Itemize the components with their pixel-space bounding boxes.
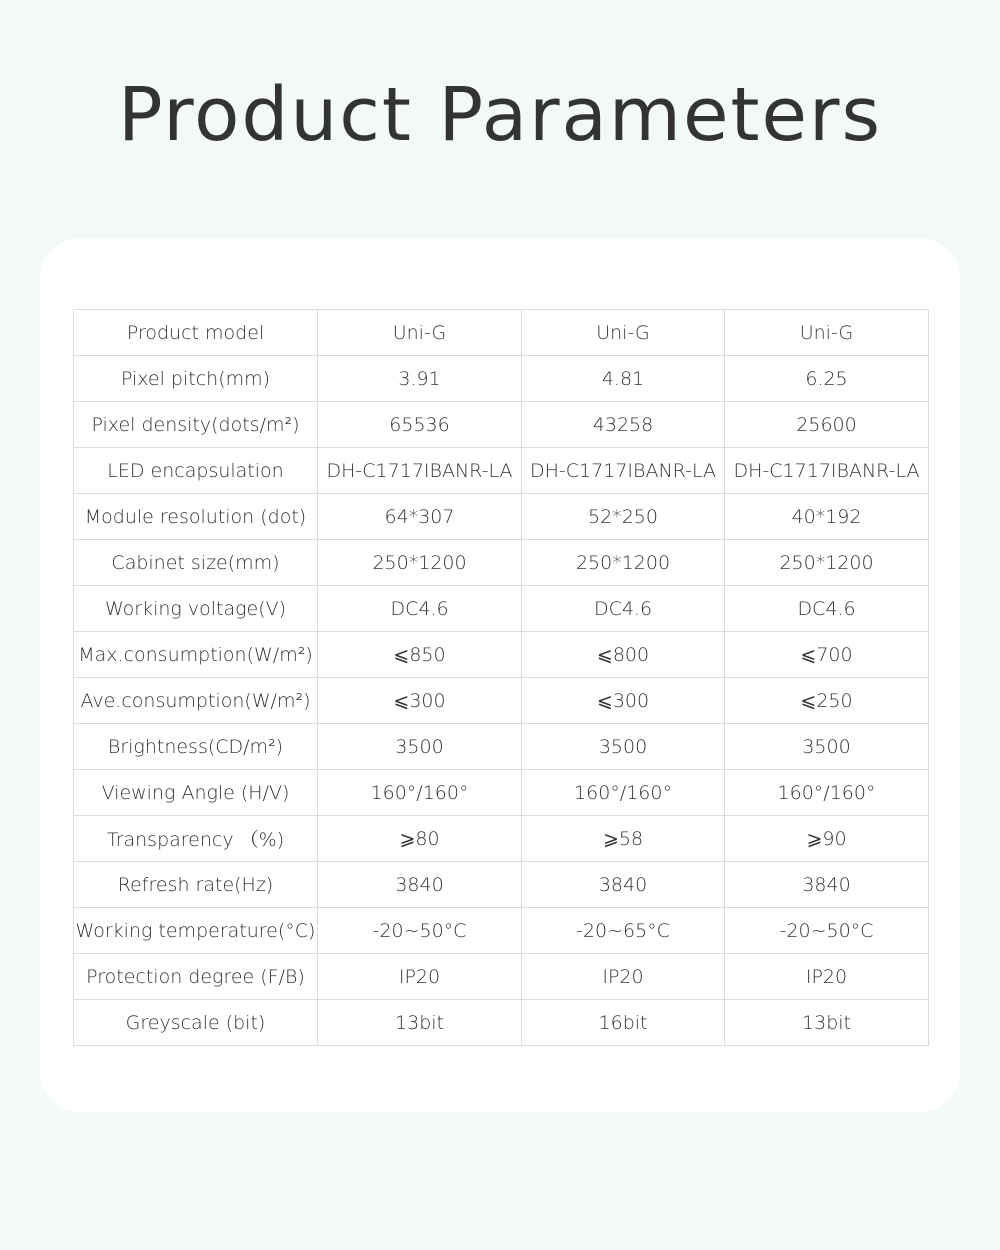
parameters-table xyxy=(73,309,929,1046)
parameter-value: DC4.6 xyxy=(725,586,929,632)
parameter-value: 3500 xyxy=(725,724,929,770)
parameter-value: Uni-G xyxy=(318,310,522,356)
parameter-value: 3500 xyxy=(522,724,725,770)
table-row xyxy=(74,816,929,862)
parameter-value: ⩽300 xyxy=(318,678,522,724)
table-row xyxy=(74,724,929,770)
parameter-value: ⩾58 xyxy=(522,816,725,862)
parameter-label: Max.consumption(W/m²) xyxy=(74,632,318,678)
parameter-value: 16bit xyxy=(522,1000,725,1046)
parameter-label: Refresh rate(Hz) xyxy=(74,862,318,908)
parameter-value: 160°/160° xyxy=(725,770,929,816)
table-row xyxy=(74,586,929,632)
parameter-value: DH-C1717IBANR-LA xyxy=(725,448,929,494)
parameter-value: DH-C1717IBANR-LA xyxy=(522,448,725,494)
parameter-label: Transparency （%) xyxy=(74,816,318,862)
table-row xyxy=(74,908,929,954)
parameter-label: Brightness(CD/m²) xyxy=(74,724,318,770)
parameter-value: 25600 xyxy=(725,402,929,448)
parameter-value: DH-C1717IBANR-LA xyxy=(318,448,522,494)
parameter-label: Working voltage(V) xyxy=(74,586,318,632)
parameter-label: Viewing Angle (H/V) xyxy=(74,770,318,816)
parameter-value: IP20 xyxy=(725,954,929,1000)
parameter-value: 64*307 xyxy=(318,494,522,540)
table-row xyxy=(74,402,929,448)
parameter-value: ⩽800 xyxy=(522,632,725,678)
table-row xyxy=(74,540,929,586)
parameter-value: -20~50°C xyxy=(725,908,929,954)
table-row xyxy=(74,632,929,678)
parameter-value: 3840 xyxy=(318,862,522,908)
parameter-value: 3840 xyxy=(522,862,725,908)
table-row xyxy=(74,862,929,908)
parameter-value: 250*1200 xyxy=(725,540,929,586)
parameter-label: Ave.consumption(W/m²) xyxy=(74,678,318,724)
parameter-value: ⩾90 xyxy=(725,816,929,862)
parameter-value: 40*192 xyxy=(725,494,929,540)
table-row xyxy=(74,310,929,356)
table-row xyxy=(74,448,929,494)
parameter-value: 160°/160° xyxy=(318,770,522,816)
parameter-value: DC4.6 xyxy=(318,586,522,632)
parameters-card xyxy=(40,238,960,1112)
parameter-value: IP20 xyxy=(318,954,522,1000)
parameter-label: Pixel pitch(mm) xyxy=(74,356,318,402)
parameter-value: Uni-G xyxy=(522,310,725,356)
parameter-value: 13bit xyxy=(725,1000,929,1046)
parameter-value: Uni-G xyxy=(725,310,929,356)
parameter-value: 4.81 xyxy=(522,356,725,402)
parameter-value: IP20 xyxy=(522,954,725,1000)
parameter-value: -20~50°C xyxy=(318,908,522,954)
parameter-value: 43258 xyxy=(522,402,725,448)
parameter-value: -20~65°C xyxy=(522,908,725,954)
parameter-value: ⩽700 xyxy=(725,632,929,678)
parameter-value: 65536 xyxy=(318,402,522,448)
parameter-value: ⩾80 xyxy=(318,816,522,862)
parameter-value: 3.91 xyxy=(318,356,522,402)
parameter-value: 250*1200 xyxy=(318,540,522,586)
parameter-value: 3500 xyxy=(318,724,522,770)
parameter-label: LED encapsulation xyxy=(74,448,318,494)
parameter-value: 13bit xyxy=(318,1000,522,1046)
parameter-label: Working temperature(°C) xyxy=(74,908,318,954)
parameter-label: Product model xyxy=(74,310,318,356)
parameter-value: 6.25 xyxy=(725,356,929,402)
parameter-value: DC4.6 xyxy=(522,586,725,632)
parameter-value: 52*250 xyxy=(522,494,725,540)
parameter-value: 160°/160° xyxy=(522,770,725,816)
table-row xyxy=(74,1000,929,1046)
parameter-label: Pixel density(dots/m²) xyxy=(74,402,318,448)
parameter-value: ⩽300 xyxy=(522,678,725,724)
parameter-label: Cabinet size(mm) xyxy=(74,540,318,586)
table-row xyxy=(74,356,929,402)
table-row xyxy=(74,954,929,1000)
table-row xyxy=(74,494,929,540)
parameter-value: ⩽250 xyxy=(725,678,929,724)
parameter-label: Greyscale (bit) xyxy=(74,1000,318,1046)
parameter-label: Protection degree (F/B) xyxy=(74,954,318,1000)
parameter-value: ⩽850 xyxy=(318,632,522,678)
parameter-value: 3840 xyxy=(725,862,929,908)
table-row xyxy=(74,770,929,816)
table-row xyxy=(74,678,929,724)
parameter-value: 250*1200 xyxy=(522,540,725,586)
page-title: Product Parameters xyxy=(117,72,883,158)
parameter-label: Module resolution (dot) xyxy=(74,494,318,540)
